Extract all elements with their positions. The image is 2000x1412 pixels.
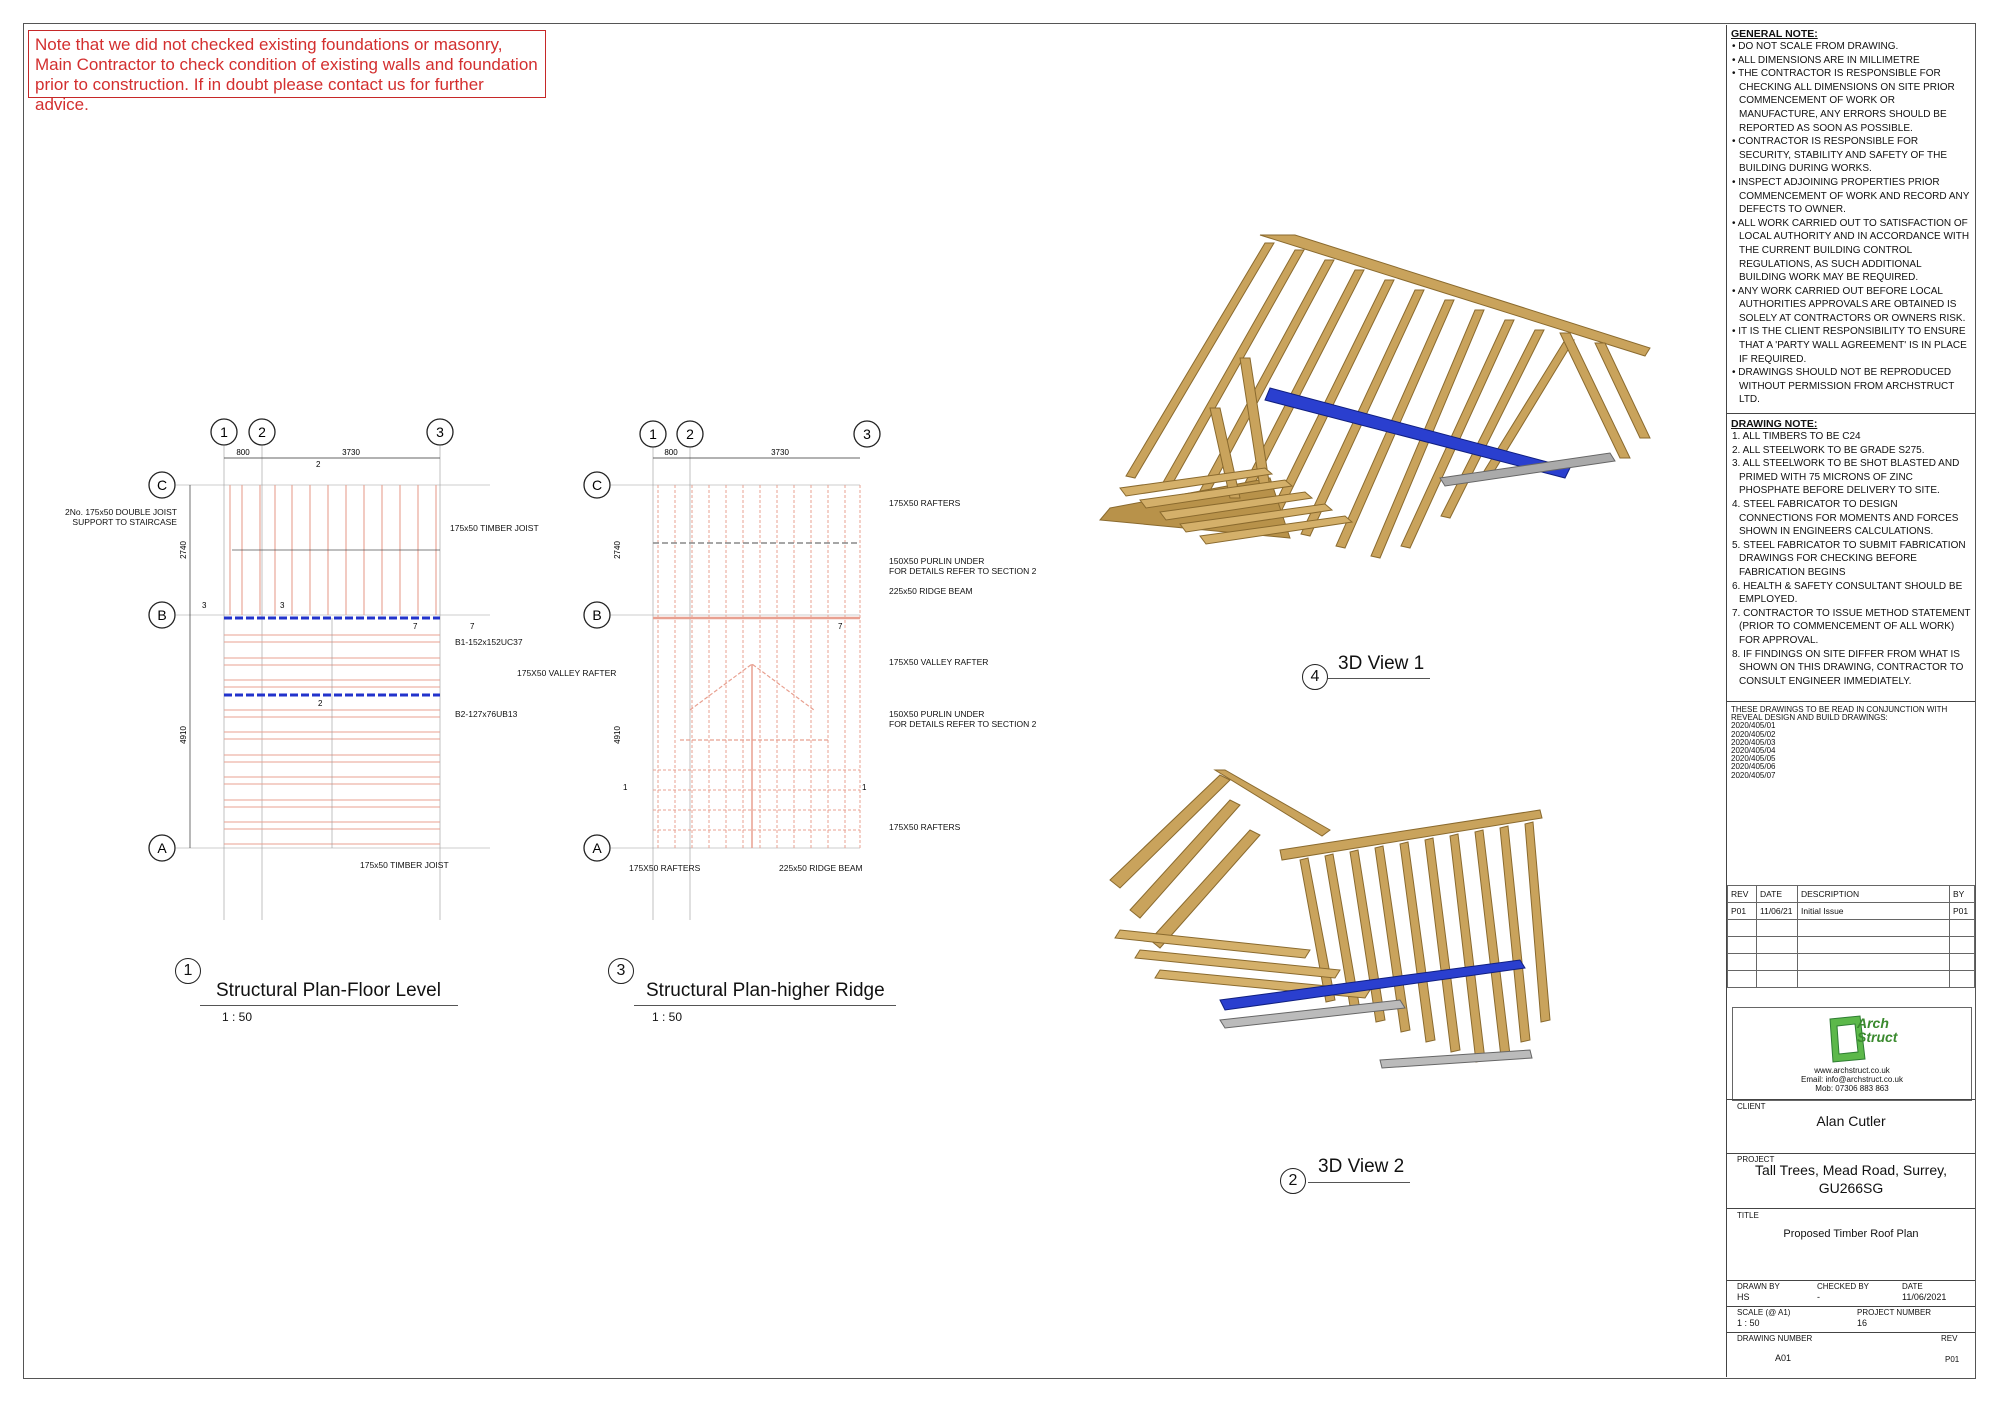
view-title-underline (1328, 678, 1430, 679)
label-purlin-2: 150X50 PURLIN UNDER FOR DETAILS REFER TO SECTION 2 (889, 709, 1037, 729)
grid-row-c (149, 472, 175, 498)
project-name: Tall Trees, Mead Road, Surrey, GU266SG (1755, 1162, 1947, 1196)
title-block: GENERAL NOTE: • DO NOT SCALE FROM DRAWING. • ALL DIMENSIONS ARE IN MILLIMETRE • THE CONTRACTOR IS RESPONSIBLE FOR CHECKING ALL DIMENSIONS ON SITE PRIOR COMMENCEMENT OF WORK OR MANUFACTURE, ANY ERRORS SHOULD BE REPORTED AS SOON AS POSSIBLE. • CONTRACTOR IS RESPONSIBLE FOR SECURITY, STABILITY AND SAFETY OF THE BUILDING DURING WORKS. • INSPECT ADJOINING PROPERTIES PRIOR COMMENCEMENT OF WORK AND RECORD ANY DEFECTS TO OWNER. • ALL WORK CARRIED OUT TO SATISFACTION OF LOCAL AUTHORITY AND IN ACCORDANCE WITH THE CURRENT BUILDING CONTROL REGULATIONS, AS SUCH ADDITIONAL BUILDING WORK MAY BE REQUIRED. • ANY WORK CARRIED OUT BEFORE LOCAL AUTHORITIES APPROVALS ARE OBTAINED IS SOLELY AT CONTRACTORS OR OWNERS RISK. • IT IS THE CLIENT RESPONSIBILITY TO ENSURE THAT A 'PARTY WALL AGREEMENT' IS IN PLACE IF REQUIRED. • DRAWINGS SHOULD NOT BE REPRODUCED WITHOUT PERMISSION FROM ARCHSTRUCT LTD. DRAWING NOTE: 1. ALL TIMBERS TO BE C24 2. ALL STEELWORK TO BE GRADE S275. 3. ALL STEELWORK TO BE SHOT BLASTED AND PRIMED WITH 75 MICRONS OF ZINC PHOSPHATE BEFORE DELIVERY TO SITE. 4. STEEL FABRICATOR TO DESIGN CONNECTIONS FOR MOMENTS AND FORCES SHOWN IN ENGINEERS CALCULATIONS. 5. STEEL FABRICATOR TO SUBMIT FABRICATION DRAWINGS FOR CHECKING BEFORE FABRICATION BEGINS 6. HEALTH & SAFETY CONSULTANT SHOULD BE EMPLOYED. 7. CONTRACTOR TO ISSUE METHOD STATEMENT (PRIOR TO COMMENCEMENT OF ALL WORK) FOR APPROVAL. 8. IF FINDINGS ON SITE DIFFER FROM WHAT IS SHOWN ON THIS DRAWING, CONTRACTOR TO CONSULT ENGINEER IMMEDIATELY. THESE DRAWINGS TO BE READ IN CONJUNCTION WITH REVEAL DESIGN AND BUILD DRAWINGS: 2020/405/01 2020/405/02 2020/405/03 2020/405/04 2020/405/05 2020/405/06 2020/405/07 REV DATE DESCRIPTION BY P01 11/06/21 Initial Issue P01 Arch Struct www.archstruct.co.uk Email: info@archstruct.co.uk Mob: 07306 883 863 CLIENT Alan Cutler PROJECT Tall Trees, Mead Road, Surrey, GU266SG TITLE Proposed Timber Roof Plan DRAWN BY HS CHECKED BY - DATE 11/06/2021 SCALE (@ A1) 1 : 50 PROJECT NUMBER 16 DRAWING NUMBER A01 REV P01 (1726, 25, 1975, 1377)
note-item: • INSPECT ADJOINING PROPERTIES PRIOR COMMENCEMENT OF WORK AND RECORD ANY DEFECTS TO OWNER. (1732, 176, 1970, 216)
grid-col-2 (677, 421, 703, 447)
svg-text:3: 3 (436, 424, 444, 440)
dim-2740: 2740 (179, 541, 188, 559)
note-item: 8. IF FINDINGS ON SITE DIFFER FROM WHAT IS SHOWN ON THIS DRAWING, CONTRACTOR TO CONSULT ENGINEER IMMEDIATELY. (1732, 648, 1964, 687)
note-item: 5. STEEL FABRICATOR TO SUBMIT FABRICATION DRAWINGS FOR CHECKING BEFORE FABRICATION BEGINS (1732, 539, 1966, 578)
note-item: 2020/405/05 (1731, 754, 1776, 764)
svg-text:4910: 4910 (613, 726, 622, 744)
label-valley-rafter-left: 175X50 VALLEY RAFTER (517, 668, 617, 678)
view-number-3: 3 (608, 958, 634, 984)
note-item: 1. ALL TIMBERS TO BE C24 (1732, 431, 1861, 442)
grid-row-b (584, 602, 610, 628)
label-ridge-beam-bottom: 225x50 RIDGE BEAM (779, 863, 863, 873)
note-item: 3. ALL STEELWORK TO BE SHOT BLASTED AND PRIMED WITH 75 MICRONS OF ZINC PHOSPHATE BEFORE DELIVERY TO SITE. (1732, 458, 1960, 497)
view-title-underline (1308, 1182, 1410, 1183)
grid-row-a (584, 835, 610, 861)
structural-plan-floor-level (140, 410, 560, 930)
revision-row: P01 11/06/21 Initial Issue P01 (1728, 903, 1975, 920)
svg-text:7: 7 (413, 622, 418, 631)
label-purlin-1: 150X50 PURLIN UNDER FOR DETAILS REFER TO SECTION 2 (889, 556, 1037, 576)
label-timber-joist-bottom: 175x50 TIMBER JOIST (360, 860, 449, 870)
view-title-underline (634, 1005, 896, 1006)
conjunction-note: THESE DRAWINGS TO BE READ IN CONJUNCTION WITH REVEAL DESIGN AND BUILD DRAWINGS: 2020/405/01 2020/405/02 2020/405/03 2020/405/04 2020/405/05 2020/405/06 2020/405/07 (1727, 706, 1975, 780)
grid-row-c (584, 472, 610, 498)
view-scale-3: 1 : 50 (652, 1010, 683, 1024)
grid-col-3 (427, 419, 453, 445)
svg-text:1: 1 (220, 424, 228, 440)
note-item: 2020/405/07 (1731, 770, 1776, 780)
svg-text:B: B (157, 607, 167, 623)
drawing-note: DRAWING NOTE: 1. ALL TIMBERS TO BE C24 2. ALL STEELWORK TO BE GRADE S275. 3. ALL STEELWORK TO BE SHOT BLASTED AND PRIMED WITH 75 MICRONS OF ZINC PHOSPHATE BEFORE DELIVERY TO SITE. 4. STEEL FABRICATOR TO DESIGN CONNECTIONS FOR MOMENTS AND FORCES SHOWN IN ENGINEERS CALCULATIONS. 5. STEEL FABRICATOR TO SUBMIT FABRICATION DRAWINGS FOR CHECKING BEFORE FABRICATION BEGINS 6. HEALTH & SAFETY CONSULTANT SHOULD BE EMPLOYED. 7. CONTRACTOR TO ISSUE METHOD STATEMENT (PRIOR TO COMMENCEMENT OF ALL WORK) FOR APPROVAL. 8. IF FINDINGS ON SITE DIFFER FROM WHAT IS SHOWN ON THIS DRAWING, CONTRACTOR TO CONSULT ENGINEER IMMEDIATELY. (1731, 418, 1971, 687)
label-b2-steel: B2-127x76UB13 (455, 709, 518, 719)
svg-text:3730: 3730 (771, 448, 789, 457)
grid-col-2 (249, 419, 275, 445)
svg-text:A: A (157, 840, 167, 856)
note-item: 7. CONTRACTOR TO ISSUE METHOD STATEMENT (PRIOR TO COMMENCEMENT OF ALL WORK) FOR APPROVAL. (1732, 607, 1971, 646)
grid-col-3 (854, 421, 880, 447)
svg-text:2740: 2740 (613, 541, 622, 559)
svg-text:1: 1 (649, 426, 657, 442)
note-item: • THE CONTRACTOR IS RESPONSIBLE FOR CHECKING ALL DIMENSIONS ON SITE PRIOR COMMENCEMENT OF WORK OR MANUFACTURE, ANY ERRORS SHOULD BE REPORTED AS SOON AS POSSIBLE. (1732, 68, 1955, 134)
label-rafters-bottom: 175X50 RAFTERS (629, 863, 701, 873)
view-title-3[interactable]: Structural Plan-higher Ridge (646, 980, 885, 1001)
note-item: • ANY WORK CARRIED OUT BEFORE LOCAL AUTHORITIES APPROVALS ARE OBTAINED IS SOLELY AT CONTRACTORS OR OWNERS RISK. (1732, 285, 1966, 324)
logo-text: Arch Struct (1857, 1015, 1898, 1045)
svg-text:3: 3 (202, 601, 207, 610)
note-item: 2. ALL STEELWORK TO BE GRADE S275. (1732, 444, 1925, 456)
svg-text:2: 2 (316, 460, 321, 469)
svg-text:1: 1 (623, 783, 628, 792)
label-rafters-right: 175X50 RAFTERS (889, 822, 961, 832)
grid-row-b (149, 602, 175, 628)
note-item: • CONTRACTOR IS RESPONSIBLE FOR SECURITY, STABILITY AND SAFETY OF THE BUILDING DURING WORKS. (1732, 136, 1948, 175)
note-item: • ALL WORK CARRIED OUT TO SATISFACTION OF LOCAL AUTHORITY AND IN ACCORDANCE WITH THE CURRENT BUILDING CONTROL REGULATIONS, AS SUCH ADDITIONAL BUILDING WORK MAY BE REQUIRED. (1732, 217, 1970, 284)
drawing-number: A01 (1775, 1353, 1792, 1363)
revision-table: REV DATE DESCRIPTION BY P01 11/06/21 Initial Issue P01 (1727, 885, 1975, 988)
grid-row-a (149, 835, 175, 861)
drawing-title: Proposed Timber Roof Plan (1783, 1228, 1919, 1240)
3d-view-2-render (1100, 770, 1600, 1100)
view-title-underline (200, 1005, 458, 1006)
svg-text:2: 2 (258, 424, 266, 440)
3d-view-1-render (1090, 238, 1670, 598)
structural-plan-higher-ridge (580, 410, 871, 930)
note-item: 4. STEEL FABRICATOR TO DESIGN CONNECTIONS FOR MOMENTS AND FORCES SHOWN IN ENGINEERS CALCULATIONS. (1732, 498, 1959, 538)
note-item: • ALL DIMENSIONS ARE IN MILLIMETRE (1732, 54, 1920, 66)
view-title-4[interactable]: 3D View 1 (1338, 653, 1425, 674)
svg-text:3: 3 (280, 601, 285, 610)
label-b1-steel: B1-152x152UC37 (455, 637, 523, 647)
view-scale-1: 1 : 50 (222, 1010, 253, 1024)
view-title-2[interactable]: 3D View 2 (1318, 1156, 1405, 1177)
svg-text:7: 7 (470, 622, 475, 631)
label-ridge-beam: 225x50 RIDGE BEAM (889, 586, 973, 596)
note-item: • DRAWINGS SHOULD NOT BE REPRODUCED WITHOUT PERMISSION FROM ARCHSTRUCT LTD. (1732, 367, 1955, 406)
note-item: 2020/405/03 (1731, 737, 1776, 747)
grid-col-1 (640, 421, 666, 447)
view-number-4: 4 (1302, 664, 1328, 690)
grid-col-1 (211, 419, 237, 445)
svg-text:C: C (591, 477, 603, 493)
general-note: GENERAL NOTE: • DO NOT SCALE FROM DRAWING. • ALL DIMENSIONS ARE IN MILLIMETRE • THE CONTRACTOR IS RESPONSIBLE FOR CHECKING ALL DIMENSIONS ON SITE PRIOR COMMENCEMENT OF WORK OR MANUFACTURE, ANY ERRORS SHOULD BE REPORTED AS SOON AS POSSIBLE. • CONTRACTOR IS RESPONSIBLE FOR SECURITY, STABILITY AND SAFETY OF THE BUILDING DURING WORKS. • INSPECT ADJOINING PROPERTIES PRIOR COMMENCEMENT OF WORK AND RECORD ANY DEFECTS TO OWNER. • ALL WORK CARRIED OUT TO SATISFACTION OF LOCAL AUTHORITY AND IN ACCORDANCE WITH THE CURRENT BUILDING CONTROL REGULATIONS, AS SUCH ADDITIONAL BUILDING WORK MAY BE REQUIRED. • ANY WORK CARRIED OUT BEFORE LOCAL AUTHORITIES APPROVALS ARE OBTAINED IS SOLELY AT CONTRACTORS OR OWNERS RISK. • IT IS THE CLIENT RESPONSIBILITY TO ENSURE THAT A 'PARTY WALL AGREEMENT' IS IN PLACE IF REQUIRED. • DRAWINGS SHOULD NOT BE REPRODUCED WITHOUT PERMISSION FROM ARCHSTRUCT LTD. (1731, 28, 1970, 406)
svg-text:800: 800 (664, 448, 678, 457)
svg-text:C: C (156, 477, 168, 493)
dim-3730: 3730 (342, 448, 360, 457)
company-logo-box (1732, 1007, 1972, 1101)
label-rafters-top: 175X50 RAFTERS (889, 498, 961, 508)
label-double-joist: 2No. 175x50 DOUBLE JOIST SUPPORT TO STAIRCASE (65, 507, 177, 527)
note-item: • DO NOT SCALE FROM DRAWING. (1732, 41, 1899, 52)
client-name: Alan Cutler (1816, 1113, 1886, 1129)
view-number-2: 2 (1280, 1168, 1306, 1194)
note-item: 2020/405/01 (1731, 721, 1776, 731)
svg-text:2: 2 (318, 699, 323, 708)
warning-note: Note that we did not checked existing foundations or masonry, Main Contractor to check condition of existing walls and foundation prior to construction. If in doubt please contact us for further advice. (28, 30, 546, 98)
label-valley-rafter-right: 175X50 VALLEY RAFTER (889, 657, 989, 667)
note-item: 2020/405/02 (1731, 729, 1776, 739)
company-contact: www.archstruct.co.uk Email: info@archstruct.co.uk Mob: 07306 883 863 (1801, 1066, 1903, 1093)
view-title-1[interactable]: Structural Plan-Floor Level (216, 980, 441, 1001)
svg-text:3: 3 (863, 426, 871, 442)
dim-4910: 4910 (179, 726, 188, 744)
note-item: • IT IS THE CLIENT RESPONSIBILITY TO ENSURE THAT A 'PARTY WALL AGREEMENT' IS IN PLACE IF REQUIRED. (1732, 326, 1967, 365)
svg-text:B: B (592, 607, 602, 623)
svg-text:1: 1 (862, 783, 867, 792)
note-item: 6. HEALTH & SAFETY CONSULTANT SHOULD BE EMPLOYED. (1732, 580, 1963, 606)
svg-text:A: A (592, 840, 602, 856)
dim-800: 800 (236, 448, 250, 457)
label-timber-joist-top: 175x50 TIMBER JOIST (450, 523, 539, 533)
note-item: 2020/405/06 (1731, 762, 1776, 772)
svg-text:7: 7 (838, 622, 843, 631)
svg-text:2: 2 (686, 426, 694, 442)
note-item: 2020/405/04 (1731, 746, 1776, 756)
view-number-1: 1 (175, 958, 201, 984)
